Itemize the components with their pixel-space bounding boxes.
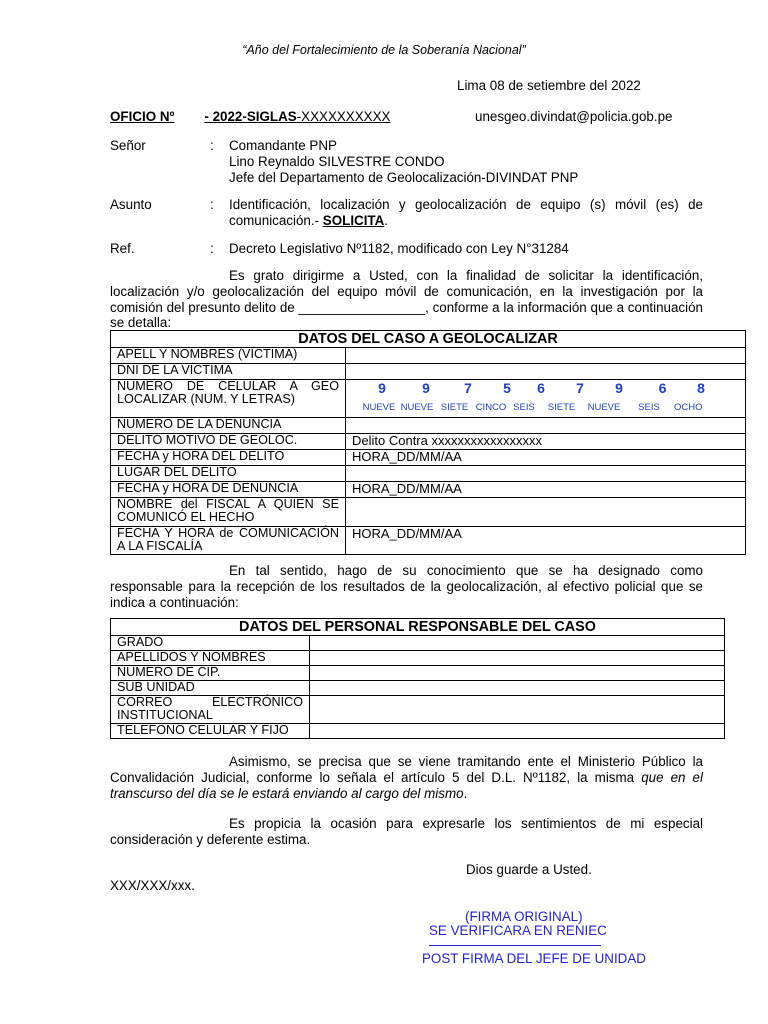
- row-label: GRADO: [111, 636, 310, 651]
- convalidation-end: .: [463, 785, 468, 801]
- digit: 7: [576, 380, 584, 396]
- convalidation-paragraph: [110, 754, 703, 801]
- asunto-end: .: [384, 213, 389, 228]
- phone-number-cell[interactable]: [346, 380, 746, 418]
- signature-reniec: SE VERIFICARA EN RENIEC: [429, 923, 607, 938]
- row-label: LUGAR DEL DELITO: [111, 466, 346, 482]
- initials: XXX/XXX/xxx.: [110, 878, 195, 893]
- addressee-rank: Comandante PNP: [229, 138, 337, 153]
- colon: :: [210, 241, 214, 256]
- oficio-number: [110, 109, 390, 124]
- email: unesgeo.divindat@policia.gob.pe: [475, 109, 673, 124]
- signature-original: (FIRMA ORIGINAL): [465, 909, 583, 924]
- digit: 6: [537, 380, 545, 396]
- row-label: APELL Y NOMBRES (VÍCTIMA): [111, 348, 346, 364]
- convalidation-italic: que en el transcurso del día se le estará enviando al cargo del mismo: [110, 769, 703, 801]
- oficio-suffix: -XXXXXXXXXX: [296, 109, 391, 124]
- row-label: FECHA Y HORA de COMUNICACIÓN A LA FISCALÍA: [111, 527, 346, 555]
- row-value[interactable]: Delito Contra xxxxxxxxxxxxxxxxx: [346, 434, 746, 450]
- staff-table-title: DATOS DEL PERSONAL RESPONSABLE DEL CASO: [111, 619, 725, 636]
- row-value[interactable]: [346, 364, 746, 380]
- addressee-block: [229, 138, 578, 186]
- digit-word: SEIS: [638, 402, 660, 413]
- responsible-text: En tal sentido, hago de su conocimiento que se ha designado como responsable para la recepción de los resultados de la geolocalización, al efectivo policial que se indica a continuación:: [110, 563, 703, 610]
- row-value[interactable]: [310, 696, 725, 724]
- date: Lima 08 de setiembre del 2022: [457, 78, 641, 93]
- addressee-position: Jefe del Departamento de Geolocalización-DIVINDAT PNP: [229, 170, 579, 185]
- signature-post: POST FIRMA DEL JEFE DE UNIDAD: [422, 951, 646, 966]
- colon: :: [210, 197, 214, 212]
- responsible-paragraph: [110, 563, 703, 610]
- digit: 8: [697, 380, 705, 396]
- row-value[interactable]: HORA_DD/MM/AA: [346, 450, 746, 466]
- staff-table: [110, 618, 725, 739]
- digit-word: NUEVE: [587, 402, 621, 413]
- signature-line: [429, 945, 601, 946]
- digit-word: SIETE: [440, 402, 469, 413]
- case-table: [110, 330, 746, 555]
- digit-word: SEIS: [513, 402, 535, 413]
- ref-text: Decreto Legislativo Nº1182, modificado con Ley N°31284: [229, 241, 569, 256]
- row-value[interactable]: [346, 498, 746, 527]
- colon: :: [210, 138, 214, 153]
- row-label: FECHA y HORA DE DENUNCIA: [111, 482, 346, 498]
- asunto-solicita: SOLICITA: [322, 213, 385, 228]
- digit: 9: [615, 380, 623, 396]
- phone-words: [360, 401, 745, 414]
- digit-word: NUEVE: [362, 402, 396, 413]
- convalidation-text: Asimismo, se precisa que se viene tramitando ente el Ministerio Público la Convalidación Judicial, conforme lo señala el artículo 5 del D.L. Nº1182, la misma: [110, 754, 703, 785]
- row-label: CORREO ELECTRÓNICO INSTITUCIONAL: [111, 696, 310, 724]
- oficio-label: OFICIO Nº: [110, 109, 175, 124]
- case-table-title: DATOS DEL CASO A GEOLOCALIZAR: [111, 331, 746, 348]
- row-value[interactable]: HORA_DD/MM/AA: [346, 482, 746, 498]
- senor-label: Señor: [110, 138, 146, 153]
- digit-word: NUEVE: [400, 402, 434, 413]
- row-label: NUMERO DE CELULAR A GEO LOCALIZAR (NUM. Y LETRAS): [111, 380, 346, 418]
- closing-paragraph: [110, 816, 703, 848]
- row-value[interactable]: [310, 636, 725, 651]
- row-label: DNI DE LA VÍCTIMA: [111, 364, 346, 380]
- motto: “Año del Fortalecimiento de la Soberanía Nacional”: [242, 43, 526, 57]
- digit-word: SIETE: [547, 402, 576, 413]
- row-value[interactable]: [310, 651, 725, 666]
- row-value[interactable]: [346, 466, 746, 482]
- row-label: SUB UNIDAD: [111, 681, 310, 696]
- asunto-body: Identificación, localización y geolocalización de equipo (s) móvil (es) de comunicación.-: [229, 197, 703, 228]
- row-value[interactable]: [346, 348, 746, 364]
- row-label: APELLIDOS Y NOMBRES: [111, 651, 310, 666]
- digit-word: OCHO: [674, 402, 703, 413]
- row-value[interactable]: [310, 666, 725, 681]
- row-value[interactable]: [310, 681, 725, 696]
- intro-text: Es grato dirigirme a Usted, con la finalidad de solicitar la identificación, localización y/o geolocalización del equipo móvil de comunicación, en la investigación por la comisión del presunto delito de _________________, conforme a la información que a continuación se detalla:: [110, 268, 703, 331]
- row-label: NOMBRE del FISCAL A QUIEN SE COMUNICÓ EL HECHO: [111, 498, 346, 527]
- row-label: TELEFONO CELULAR Y FIJO: [111, 724, 310, 739]
- row-label: NUMERO DE CIP.: [111, 666, 310, 681]
- row-value[interactable]: [346, 418, 746, 434]
- row-value[interactable]: [310, 724, 725, 739]
- digit: 7: [464, 380, 472, 396]
- digit: 5: [503, 380, 511, 396]
- digit-word: CINCO: [475, 402, 507, 413]
- intro-paragraph: [110, 268, 703, 331]
- digit: 9: [378, 380, 386, 396]
- asunto-label: Asunto: [110, 197, 152, 212]
- ref-label: Ref.: [110, 241, 135, 256]
- row-label: FECHA y HORA DEL DELITO: [111, 450, 346, 466]
- phone-digits: [360, 382, 745, 395]
- addressee-name: Lino Reynaldo SILVESTRE CONDO: [229, 154, 445, 169]
- row-label: NUMERO DE LA DENUNCIA: [111, 418, 346, 434]
- digit: 9: [422, 380, 430, 396]
- row-value[interactable]: HORA_DD/MM/AA: [346, 527, 746, 555]
- farewell: Dios guarde a Usted.: [466, 862, 592, 877]
- closing-text: Es propicia la ocasión para expresarle los sentimientos de mi especial consideración y deferente estima.: [110, 816, 703, 847]
- oficio-code: - 2022-SIGLAS: [204, 109, 297, 124]
- row-label: DELITO MOTIVO DE GEOLOC.: [111, 434, 346, 450]
- asunto-text: [229, 197, 703, 229]
- digit: 6: [658, 380, 667, 396]
